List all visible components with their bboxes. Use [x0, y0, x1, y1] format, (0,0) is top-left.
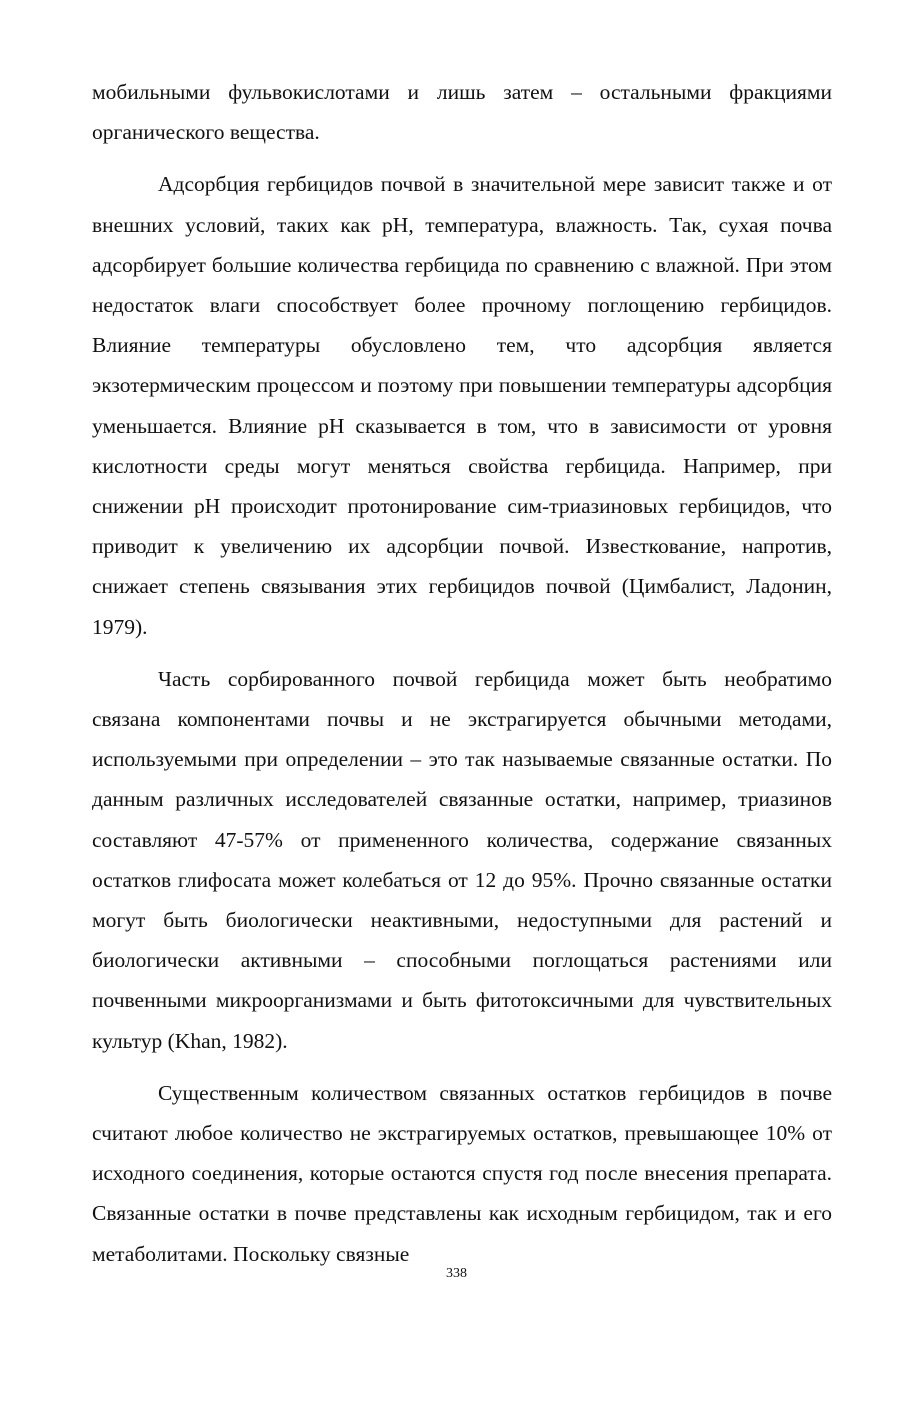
paragraph-continuation: мобильными фульвокислотами и лишь затем – остальными фракциями органического вещества. — [92, 80, 832, 145]
paragraph-adsorption-conditions: Адсорбция гербицидов почвой в значительной мере зависит также и от внешних условий, таких как pH, температура, влажность. Так, сухая почва адсорбирует большие количества гербицида по сравнению с влажной. При этом недостаток влаги способствует более прочному поглощению гербицидов. Влияние температуры обусловлено тем, что адсорбция является экзотермическим процессом и поэтому при повышении температуры адсорбция уменьшается. Влияние pH сказывается в том, что в зависимости от уровня кислотности среды могут меняться свойства гербицида. Например, при снижении pH происходит протонирование сим-триазиновых гербицидов, что приводит к увеличению их адсорбции почвой. Известкование, напротив, снижает степень связывания этих гербицидов почвой (Цимбалист, Ладонин, 1979). — [92, 172, 832, 639]
page-number: 338 — [446, 1266, 467, 1281]
body-text — [92, 72, 832, 1274]
paragraph-bound-residues: Часть сорбированного почвой гербицида может быть необратимо связана компонентами почвы и не экстрагируется обычными методами, используемыми при определении – это так называемые связанные остатки. По данным различных исследователей связанные остатки, например, триазинов составляют 47-57% от примененного количества, содержание связанных остатков глифосата может колебаться от 12 до 95%. Прочно связанные остатки могут быть биологически неактивными, недоступными для растений и биологически активными – способными поглощаться растениями или почвенными микроорганизмами и быть фитотоксичными для чувствительных культур (Khan, 1982). — [92, 666, 832, 1053]
paragraph-significant-residues: Существенным количеством связанных остатков гербицидов в почве считают любое количество не экстрагируемых остатков, превышающее 10% от исходного соединения, которые остаются спустя год после внесения препарата. Связанные остатки в почве представлены как исходным гербицидом, так и его метаболитами. Поскольку связные — [92, 1080, 832, 1266]
